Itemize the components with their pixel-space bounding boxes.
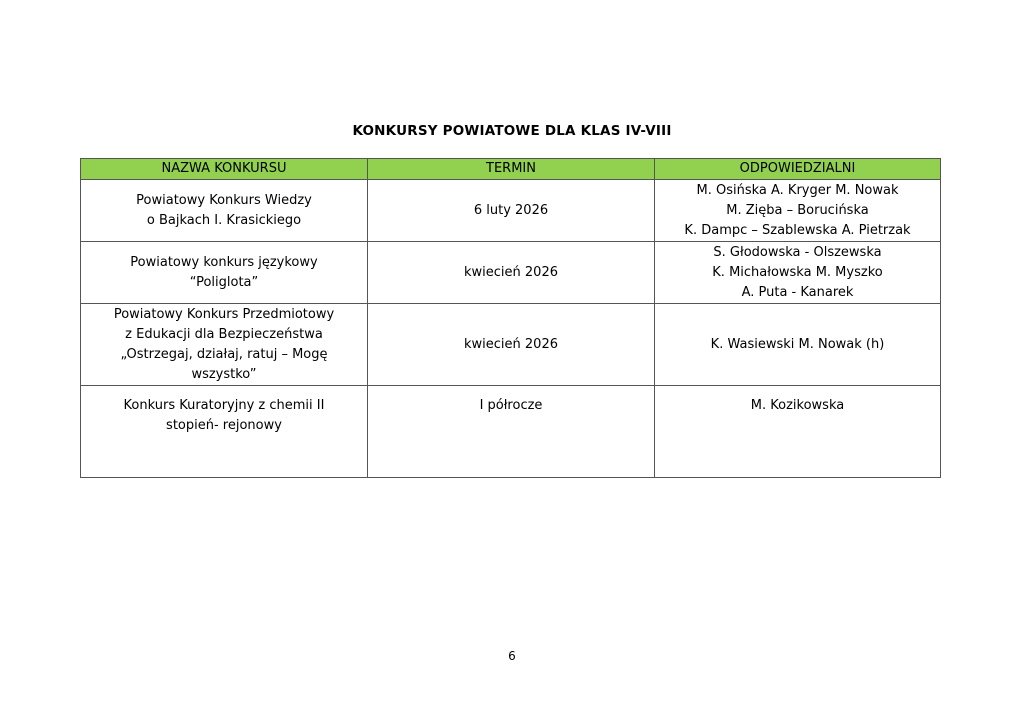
contest-name-cell (81, 242, 368, 304)
responsible-line: M. Zięba – Borucińska (726, 202, 869, 218)
table-row (81, 180, 941, 242)
contest-date-cell: I półrocze (368, 386, 655, 478)
page-title: KONKURSY POWIATOWE DLA KLAS IV-VIII (352, 123, 672, 139)
responsible-cell (655, 242, 941, 304)
contest-name-line: stopień- rejonowy (166, 418, 282, 433)
header-date: TERMIN (368, 159, 655, 180)
contest-name-line: o Bajkach I. Krasickiego (146, 212, 302, 228)
contest-name-line: Konkurs Kuratoryjny z chemii II (123, 398, 325, 413)
contest-name-line: Powiatowy Konkurs Wiedzy (136, 192, 312, 208)
contest-name-line: „Ostrzegaj, działaj, ratuj – Mogę (120, 346, 328, 362)
contest-name-cell (81, 386, 368, 478)
table-row (81, 304, 941, 386)
responsible-line: K. Wasiewski M. Nowak (h) (710, 336, 885, 352)
contest-date-cell: kwiecień 2026 (368, 242, 655, 304)
responsible-cell (655, 180, 941, 242)
responsible-line: M. Kozikowska (750, 398, 845, 413)
responsible-line: M. Osińska A. Kryger M. Nowak (696, 182, 899, 198)
contest-name-line: “Poliglota” (189, 274, 259, 290)
contest-name-line: wszystko” (191, 366, 257, 382)
responsible-cell (655, 304, 941, 386)
responsible-cell (655, 386, 941, 478)
header-responsible: ODPOWIEDZIALNI (655, 159, 941, 180)
responsible-line: K. Dampc – Szablewska A. Pietrzak (684, 222, 911, 238)
header-contest-name: NAZWA KONKURSU (81, 159, 368, 180)
contest-date-cell: 6 luty 2026 (368, 180, 655, 242)
contest-name-line: z Edukacji dla Bezpieczeństwa (125, 326, 323, 342)
contest-date-cell: kwiecień 2026 (368, 304, 655, 386)
contest-name-cell (81, 180, 368, 242)
responsible-line: A. Puta - Kanarek (741, 284, 854, 300)
table-row (81, 386, 941, 478)
contest-name-line: Powiatowy Konkurs Przedmiotowy (113, 306, 335, 322)
contest-name-line: Powiatowy konkurs językowy (130, 254, 318, 270)
table-row (81, 242, 941, 304)
responsible-line: S. Głodowska - Olszewska (713, 244, 882, 260)
responsible-line: K. Michałowska M. Myszko (712, 264, 883, 280)
contests-table (80, 158, 941, 478)
table-header-row (81, 159, 941, 180)
contest-name-cell (81, 304, 368, 386)
page-number: 6 (508, 649, 516, 663)
